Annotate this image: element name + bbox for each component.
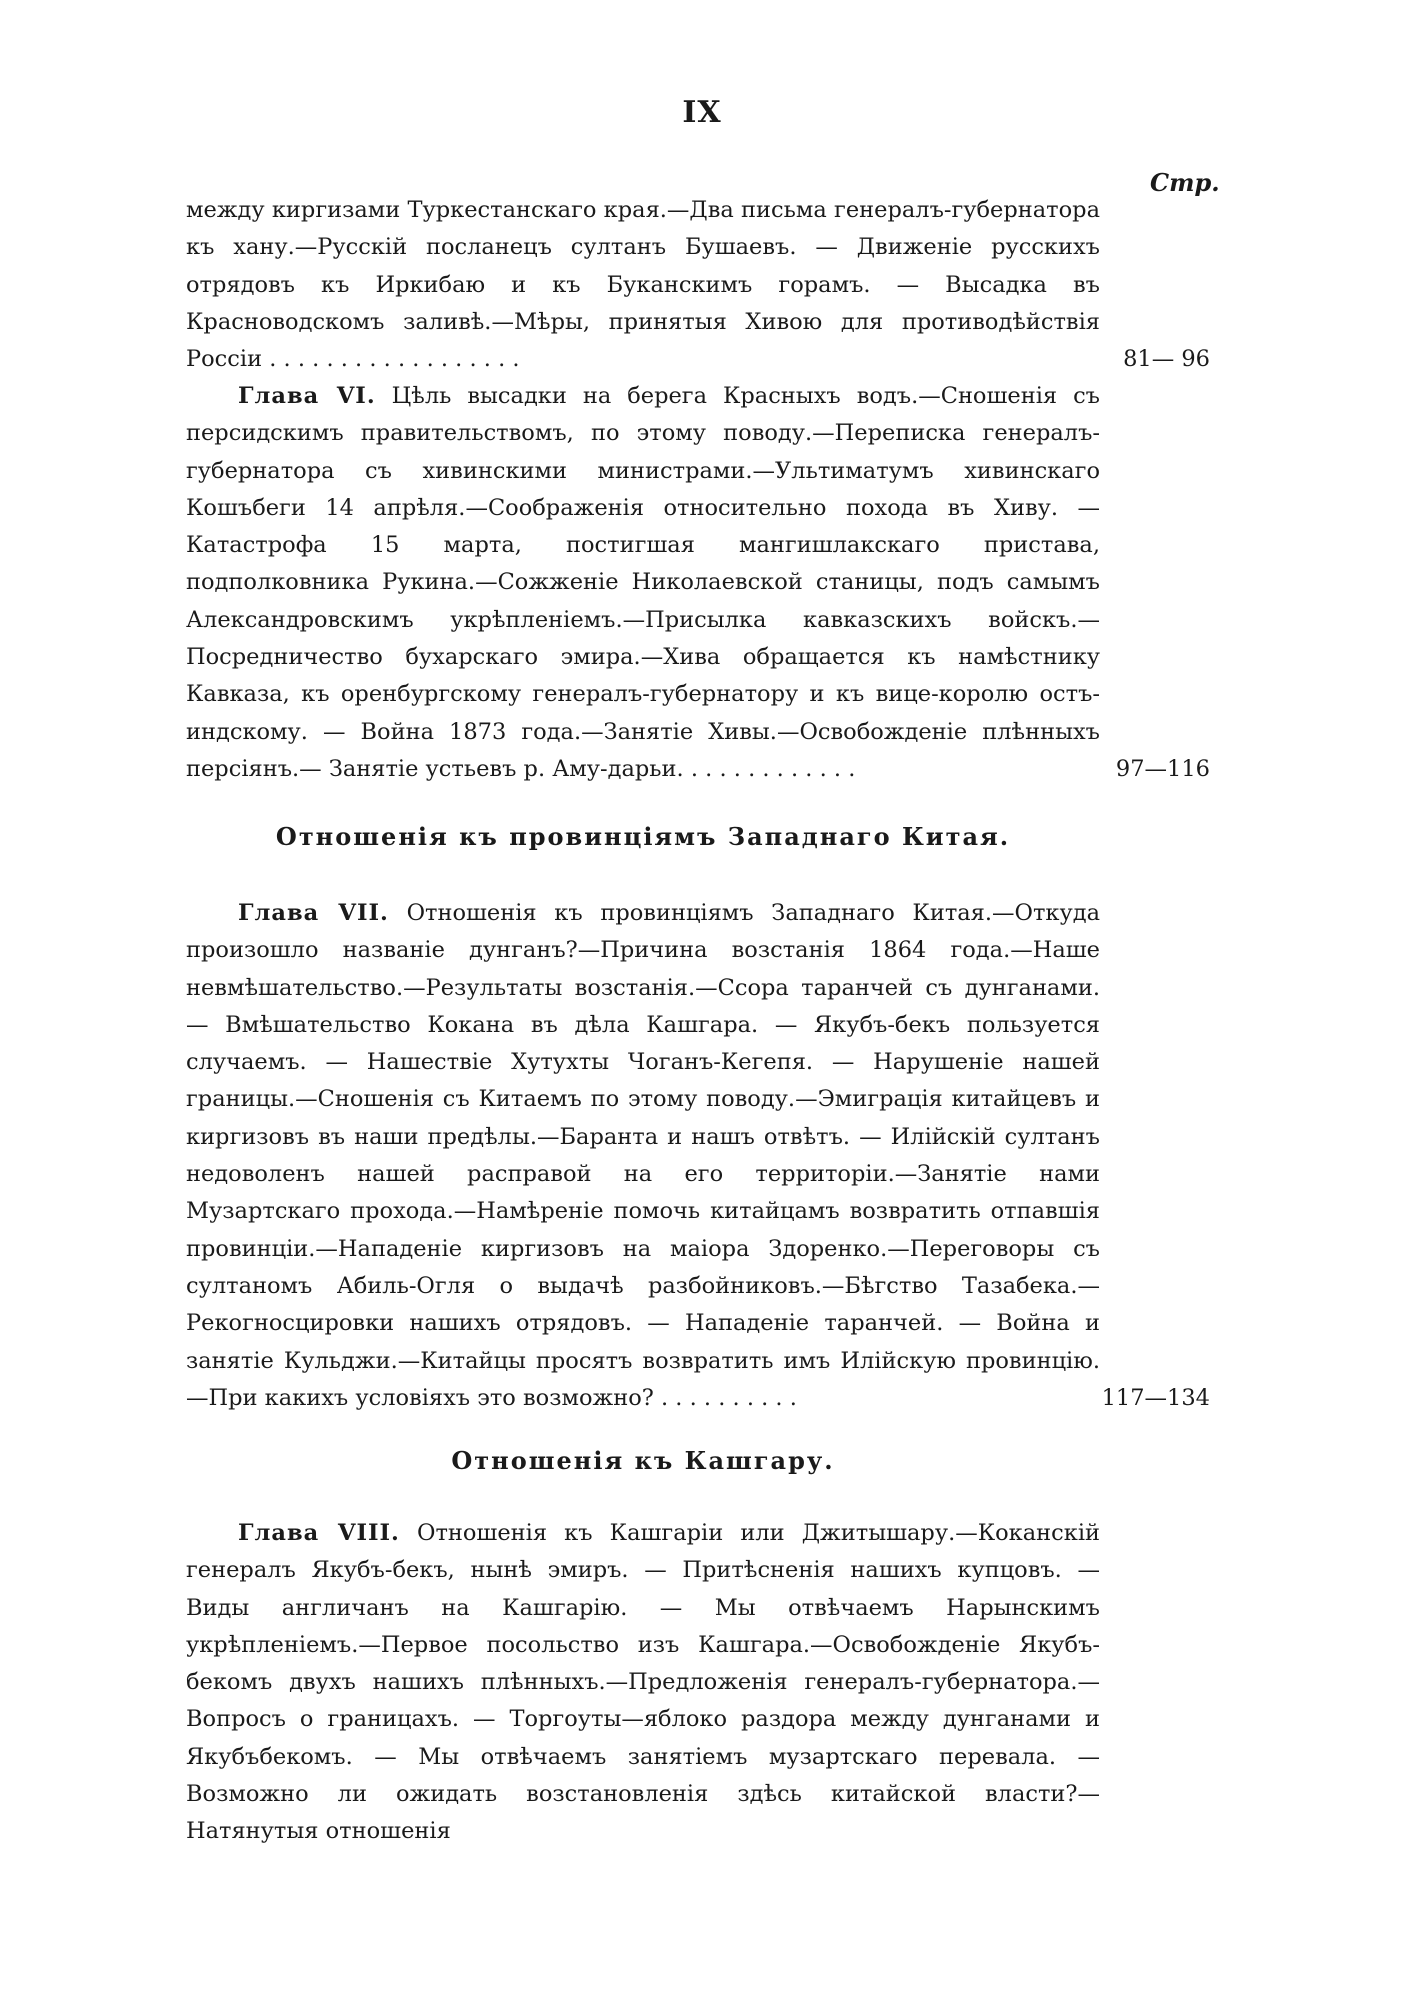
toc-entry-text	[186, 1515, 1100, 1851]
chapter-label: Глава VI.	[238, 383, 376, 409]
toc-entry-text	[186, 895, 1100, 1417]
toc-entry-text	[186, 192, 1100, 378]
toc-entry-text	[186, 378, 1100, 788]
chapter-summary: Цѣль высадки на берега Красныхъ водъ.—Сношенія съ персидскимъ правительствомъ, по этому поводу.—Переписка генералъ-губернатора съ хивинскими министрами.—Ультиматумъ хивинскаго Кошъбеги 14 апрѣля.—Соображенія относительно похода въ Хиву. — Катастрофа 15 марта, постигшая мангишлакскаго пристава, подполковника Рукина.—Сожженіе Николаевской станицы, подъ самымъ Александровскимъ укрѣпленіемъ.—Присылка кавказскихъ войскъ.— Посредничество бухарскаго эмира.—Хива обращается къ намѣстнику Кавказа, къ оренбургскому генералъ-губернатору и къ вице-королю остъ-индскому. — Война 1873 года.—Занятіе Хивы.—Освобожденіе плѣнныхъ персіянъ.— Занятіе устьевъ р. Аму-дарьи. . . . . . . . . . . . .	[186, 383, 1100, 782]
section-heading: Отношенія къ Кашгару.	[451, 1446, 835, 1475]
page-range: 117—134	[1101, 1384, 1210, 1411]
section-heading: Отношенія къ провинціямъ Западнаго Китая.	[275, 822, 1011, 851]
toc-entry	[186, 1515, 1210, 1851]
chapter-summary: Отношенія къ провинціямъ Западнаго Китая.—Откуда произошло названіе дунганъ?—Причина возстанія 1864 года.—Наше невмѣшательство.—Результаты возстанія.—Ссора таранчей съ дунганами.— Вмѣшательство Кокана въ дѣла Кашгара. — Якубъ-бекъ пользуется случаемъ. — Нашествіе Хутухты Чоганъ-Кегепя. — Нарушеніе нашей границы.—Сношенія съ Китаемъ по этому поводу.—Эмиграція китайцевъ и киргизовъ въ наши предѣлы.—Баранта и нашъ отвѣтъ. — Илійскій султанъ недоволенъ нашей расправой на его территоріи.—Занятіе нами Музартскаго прохода.—Намѣреніе помочь китайцамъ возвратить отпавшія провинціи.—Нападеніе киргизовъ на маіора Здоренко.—Переговоры съ султаномъ Абиль-Огля о выдачѣ разбойниковъ.—Бѣгство Тазабека.— Рекогносцировки нашихъ отрядовъ. — Нападеніе таранчей. — Война и занятіе Кульджи.—Китайцы просятъ возвратить имъ Илійскую провинцію.—При какихъ условіяхъ это возможно? . . . . . . . . . .	[186, 900, 1100, 1411]
chapter-summary: между киргизами Туркестанскаго края.—Два письма генералъ-губернатора къ хану.—Русскій посланецъ султанъ Бушаевъ. — Движеніе русскихъ отрядовъ къ Иркибаю и къ Буканскимъ горамъ. — Высадка въ Красноводскомъ заливѣ.—Мѣры, принятыя Хивою для противодѣйствія Россіи . . . . . . . . . . . . . . . . . .	[186, 197, 1100, 373]
page-number: IX	[682, 95, 722, 130]
toc-entry	[186, 378, 1210, 788]
chapter-summary: Отношенія къ Кашгаріи или Джитышару.—Коканскій генералъ Якубъ-бекъ, нынѣ эмиръ. — Притѣсненія нашихъ купцовъ. — Виды англичанъ на Кашгарію. — Мы отвѣчаемъ Нарынскимъ укрѣпленіемъ.—Первое посольство изъ Кашгара.—Освобожденіе Якубъ-бекомъ двухъ нашихъ плѣнныхъ.—Предложенія генералъ-губернатора.—Вопросъ о границахъ. — Торгоуты—яблоко раздора между дунганами и Якубъбекомъ. — Мы отвѣчаемъ занятіемъ музартскаго перевала. — Возможно ли ожидать возстановленія здѣсь китайской власти?—Натянутыя отношенія	[186, 1520, 1101, 1845]
page-column-label: Стр.	[1150, 168, 1220, 197]
page-range: 81— 96	[1123, 346, 1210, 373]
page-range: 97—116	[1115, 755, 1210, 782]
chapter-label: Глава VIII.	[238, 1520, 400, 1546]
chapter-label: Глава VII.	[238, 900, 389, 926]
toc-entry	[186, 192, 1210, 378]
toc-entry	[186, 895, 1210, 1417]
